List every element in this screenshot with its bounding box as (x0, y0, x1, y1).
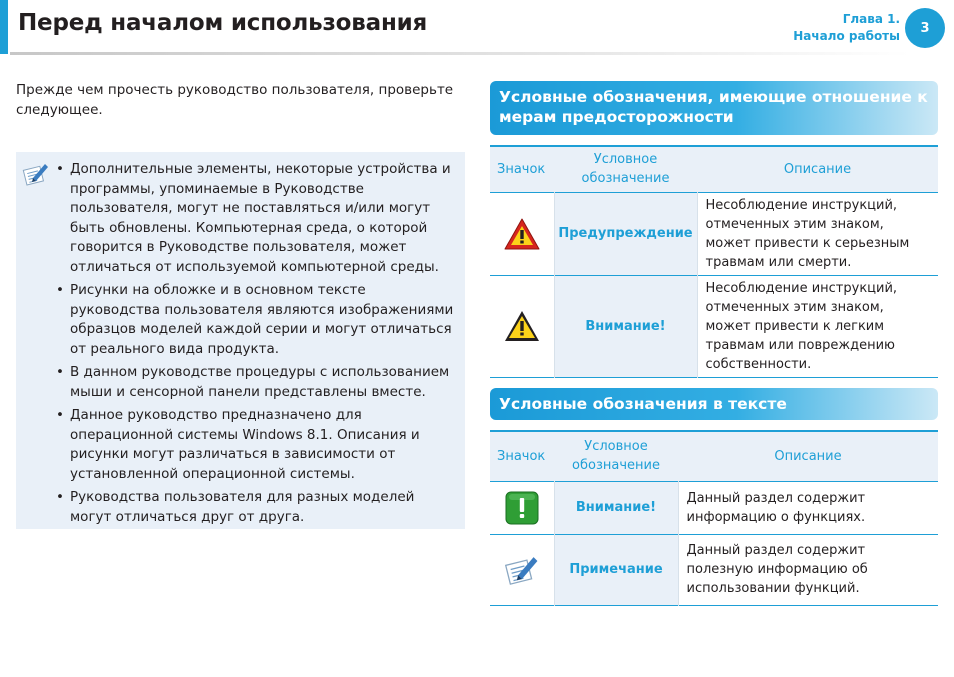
note-item-text: Рисунки на обложке и в основном тексте руководства пользователя являются изображениями образцов моделей каждой серии и могут отличаться от реального вида продукта. (70, 282, 454, 357)
column-header-description: Описание (697, 146, 938, 192)
term-cell: Внимание! (554, 481, 678, 534)
caution-yellow-triangle-icon (503, 319, 541, 334)
note-list (54, 160, 459, 531)
bullet: • (56, 489, 64, 505)
icon-cell (490, 275, 554, 377)
description-cell: Данный раздел содержит полезную информацию об использовании функций. (686, 543, 868, 596)
note-pencil-icon (504, 562, 540, 577)
note-box (16, 152, 465, 529)
column-header-description: Описание (678, 431, 938, 481)
table-row (490, 534, 938, 605)
intro-text: Прежде чем прочесть руководство пользователя, проверьте следующее. (16, 82, 454, 118)
text-conventions-table (490, 430, 938, 606)
term-cell: Внимание! (554, 275, 697, 377)
safety-symbols-table (490, 145, 938, 378)
green-exclamation-icon (505, 500, 539, 515)
description-cell: Несоблюдение инструкций, отмеченных этим знаком, может привести к серьезным травмам или смерти. (705, 197, 910, 270)
list-item (54, 406, 459, 484)
table-row (490, 275, 938, 377)
page-title: Перед началом использования (18, 10, 428, 36)
list-item (54, 363, 459, 402)
column-header-term: Условное обозначение (554, 431, 678, 481)
bullet: • (56, 282, 64, 298)
page-number-badge: 3 (905, 8, 945, 48)
table-header-row (490, 146, 938, 192)
icon-cell (490, 481, 554, 534)
note-item-text: Руководства пользователя для разных моделей могут отличаться друг от друга. (70, 489, 415, 525)
safety-section-heading: Условные обозначения, имеющие отношение к мерам предосторожности (490, 81, 938, 135)
table-row (490, 192, 938, 275)
chapter-number: Глава 1. (842, 12, 900, 26)
chapter-label (793, 11, 900, 45)
bullet: • (56, 364, 64, 380)
description-cell: Несоблюдение инструкций, отмеченных этим знаком, может привести к легким травмам или повреждению собственности. (705, 280, 898, 372)
header-accent-bar (0, 0, 8, 54)
list-item (54, 488, 459, 527)
chapter-name: Начало работы (793, 29, 900, 43)
column-header-icon: Значок (490, 431, 554, 481)
header-divider (10, 52, 910, 55)
note-pencil-icon (22, 160, 50, 188)
table-row (490, 481, 938, 534)
term-cell: Примечание (554, 534, 678, 605)
warning-red-triangle-icon (503, 226, 541, 241)
icon-cell (490, 192, 554, 275)
column-header-term: Условное обозначение (554, 146, 697, 192)
description-cell: Данный раздел содержит информацию о функциях. (686, 490, 866, 525)
list-item (54, 160, 459, 277)
icon-cell (490, 534, 554, 605)
note-item-text: В данном руководстве процедуры с использованием мыши и сенсорной панели представлены вместе. (70, 364, 450, 400)
bullet: • (56, 407, 64, 423)
note-item-text: Данное руководство предназначено для операционной системы Windows 8.1. Описания и рисунки могут различаться в зависимости от установленной операционной системы. (70, 407, 420, 482)
text-conventions-heading: Условные обозначения в тексте (490, 388, 938, 420)
bullet: • (56, 161, 64, 177)
column-header-icon: Значок (490, 146, 554, 192)
table-header-row (490, 431, 938, 481)
note-item-text: Дополнительные элементы, некоторые устройства и программы, упоминаемые в Руководстве пользователя, могут не поставляться и/или могут быть обновлены. Компьютерная среда, о которой говорится в Руководстве пользователя, может отличаться от используемой компьютерной среды. (70, 161, 451, 275)
term-cell: Предупреждение (554, 192, 697, 275)
list-item (54, 281, 459, 359)
